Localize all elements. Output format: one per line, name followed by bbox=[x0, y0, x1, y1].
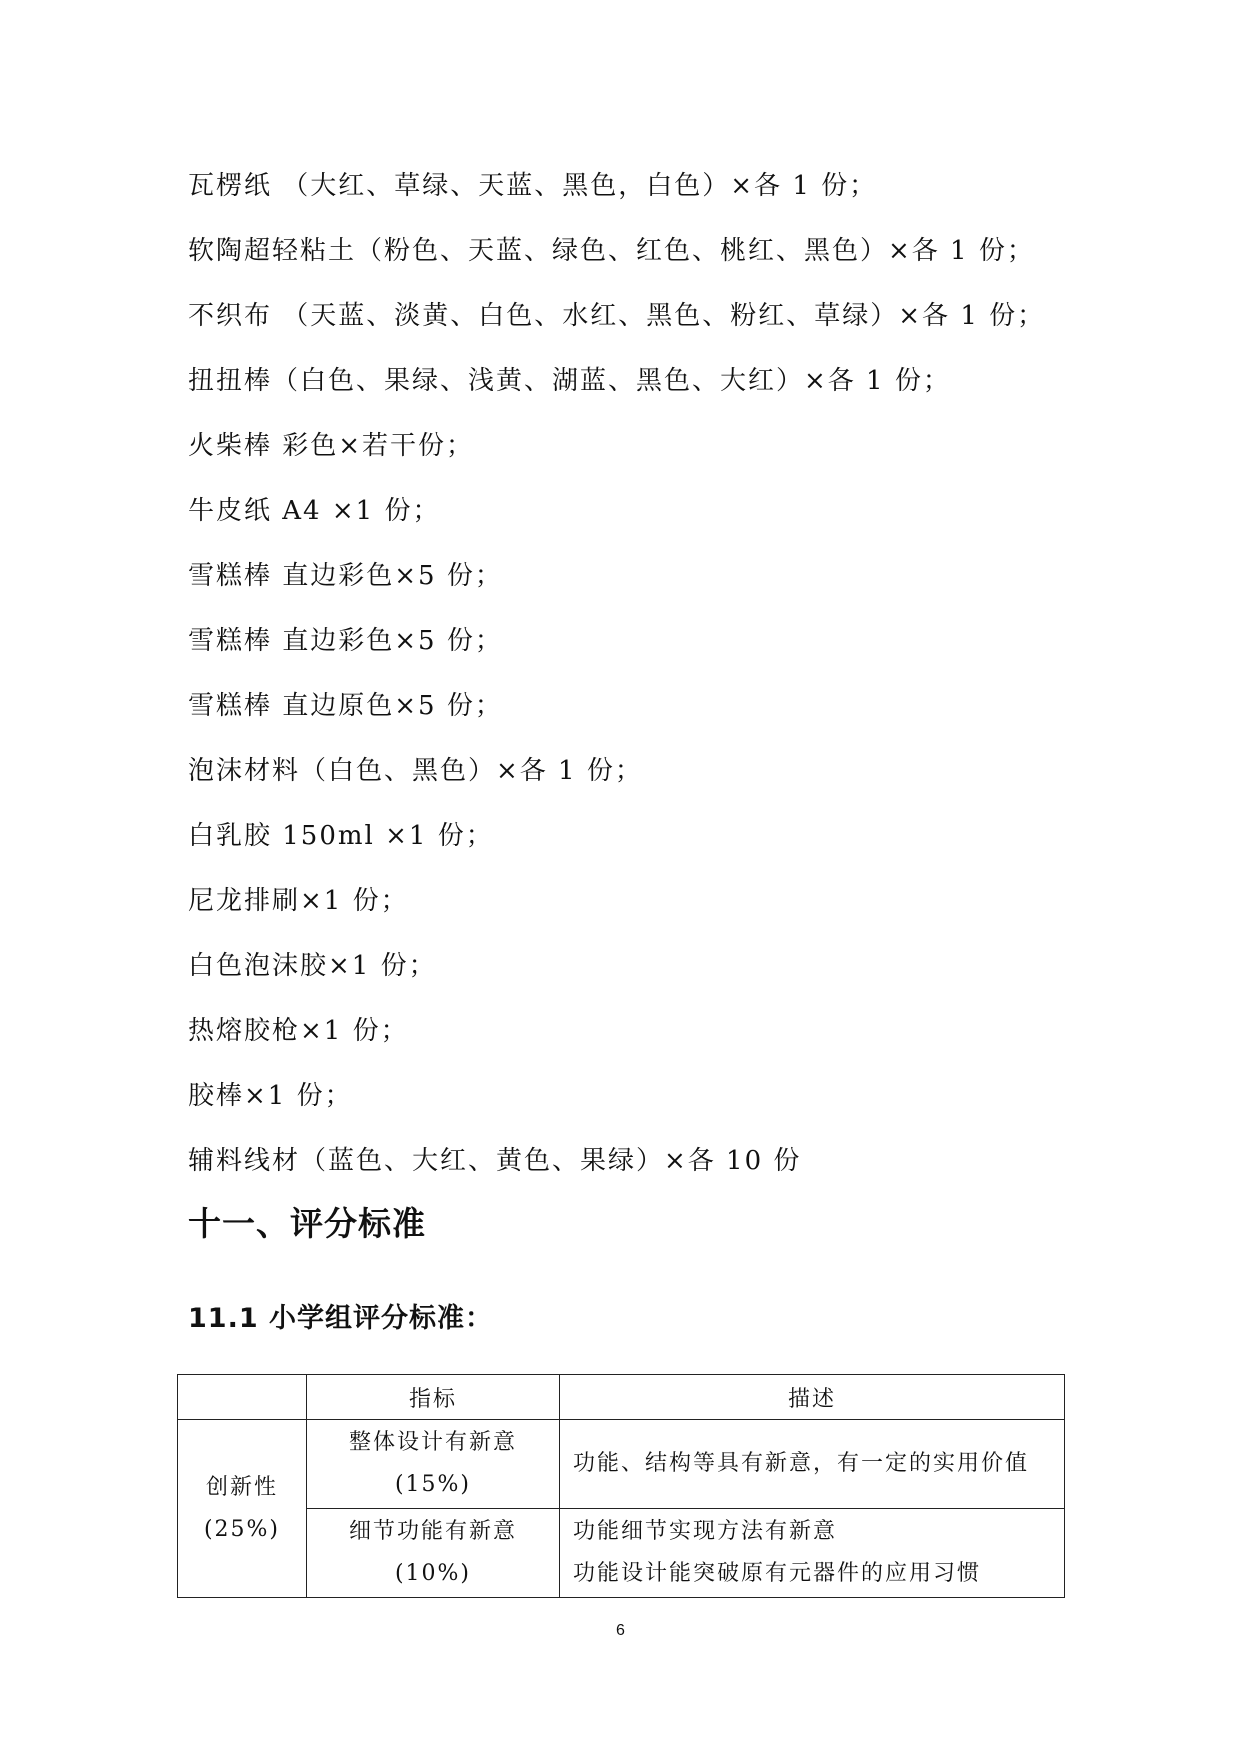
category-cell bbox=[178, 1420, 307, 1598]
indicator-cell bbox=[307, 1509, 560, 1598]
material-item: 雪糕棒 直边原色×5 份； bbox=[188, 691, 503, 721]
indicator-weight: (15%) bbox=[394, 1472, 472, 1497]
header-cell-description: 描述 bbox=[560, 1375, 1065, 1420]
indicator-weight: (10%) bbox=[394, 1561, 472, 1586]
description-cell bbox=[560, 1509, 1065, 1598]
scoring-table bbox=[177, 1374, 1065, 1598]
material-item: 热熔胶枪×1 份； bbox=[188, 1016, 409, 1046]
table-row bbox=[178, 1509, 1065, 1598]
material-item: 雪糕棒 直边彩色×5 份； bbox=[188, 561, 503, 591]
material-item: 牛皮纸 A4 ×1 份； bbox=[188, 496, 441, 526]
section-title: 十一、评分标准 bbox=[188, 1204, 426, 1243]
category-weight: (25%) bbox=[203, 1516, 281, 1542]
material-item: 辅料线材（蓝色、大红、黄色、果绿）×各 10 份 bbox=[188, 1146, 802, 1176]
table-header-row bbox=[178, 1375, 1065, 1420]
indicator-name: 细节功能有新意 bbox=[348, 1519, 517, 1544]
sub-title: 11.1 小学组评分标准： bbox=[188, 1303, 494, 1334]
material-item: 软陶超轻粘土（粉色、天蓝、绿色、红色、桃红、黑色）×各 1 份； bbox=[188, 236, 1035, 266]
material-item: 白乳胶 150ml ×1 份； bbox=[188, 821, 494, 851]
page-number: 6 bbox=[616, 1622, 625, 1639]
indicator-cell bbox=[307, 1420, 560, 1509]
description-cell bbox=[560, 1420, 1065, 1509]
description-line: 功能细节实现方法有新意 bbox=[573, 1519, 838, 1544]
material-item: 雪糕棒 直边彩色×5 份； bbox=[188, 626, 503, 656]
category-name: 创新性 bbox=[205, 1474, 278, 1500]
material-item: 扭扭棒（白色、果绿、浅黄、湖蓝、黑色、大红）×各 1 份； bbox=[188, 366, 951, 396]
header-cell-empty bbox=[178, 1375, 307, 1420]
description-line: 功能、结构等具有新意，有一定的实用价值 bbox=[573, 1451, 1030, 1476]
header-cell-indicator: 指标 bbox=[307, 1375, 560, 1420]
description-line: 功能设计能突破原有元器件的应用习惯 bbox=[573, 1561, 982, 1586]
material-item: 白色泡沫胶×1 份； bbox=[188, 951, 437, 981]
material-item: 泡沫材料（白色、黑色）×各 1 份； bbox=[188, 756, 643, 786]
material-item: 不织布 （天蓝、淡黄、白色、水红、黑色、粉红、草绿）×各 1 份； bbox=[188, 301, 1046, 331]
indicator-name: 整体设计有新意 bbox=[348, 1430, 517, 1455]
table-row bbox=[178, 1420, 1065, 1509]
material-item: 瓦楞纸 （大红、草绿、天蓝、黑色，白色）×各 1 份； bbox=[188, 171, 878, 201]
material-item: 胶棒×1 份； bbox=[188, 1081, 353, 1111]
material-item: 尼龙排刷×1 份； bbox=[188, 886, 409, 916]
materials-list bbox=[188, 154, 1045, 1194]
material-item: 火柴棒 彩色×若干份； bbox=[188, 431, 475, 461]
